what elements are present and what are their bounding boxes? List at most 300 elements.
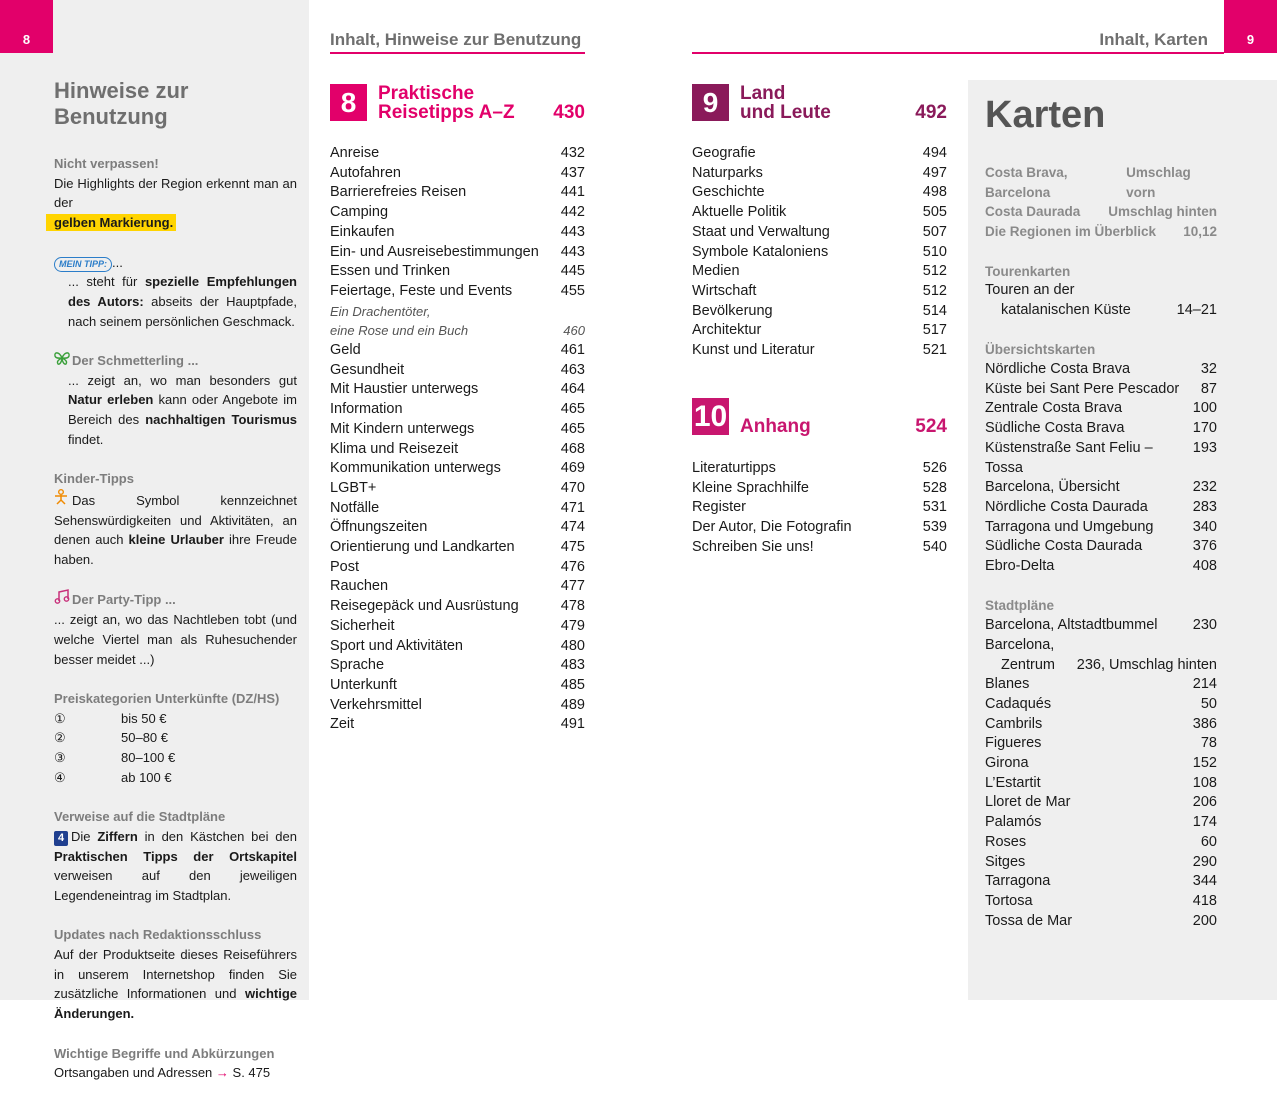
entry-label: Orientierung und Landkarten [330,539,515,556]
chapter-title [740,84,831,122]
entry-label: Naturparks [692,164,763,181]
section-mein-tipp [54,253,297,332]
entry-page: 283 [1192,498,1217,515]
entry-page: Umschlag vorn [1126,165,1191,200]
entry-label: Unterkunft [330,676,397,693]
entry-page: 521 [922,342,947,359]
chapter-8-header [330,84,515,122]
ellipsis: ... [112,254,123,270]
entry-page: 108 [1192,774,1217,791]
toc-entry [692,183,947,203]
entry-page: 443 [560,243,585,260]
entry-label: Klima und Reisezeit [330,440,459,457]
entry-label: Girona [985,755,1029,772]
entry-label: Kunst und Literatur [692,342,815,359]
toc-entry [330,518,585,538]
entry-label: Nördliche Costa Brava [985,361,1131,377]
entry-label: Mit Kindern unterwegs [330,420,475,437]
section-title: Der Party-Tipp ... [72,592,176,608]
entry-label: Literaturtipps [692,460,776,476]
toc-entry [985,734,1217,754]
toc-entry [985,360,1217,380]
section-begriffe [54,1044,297,1083]
text: Auf der Produktseite dieses Reiseführers in unserem Internetshop finden Sie zusätzliche Informationen und [54,947,297,1002]
entry-label: Einkaufen [330,223,395,240]
entry-label: Küste bei Sant Pere Pescador [985,380,1180,397]
toc-entry [692,302,947,322]
text: Die Highlights der Region erkennt man an der [54,175,297,211]
entry-page: 514 [922,302,947,319]
toc-entry [692,518,947,538]
entry-label: Geografie [692,145,756,161]
bold-text: wichtige Änderungen. [54,986,297,1022]
section-text [54,1063,297,1083]
item-label: Barcelona, [985,636,1055,653]
entry-page: 465 [560,401,585,418]
entry-page: Umschlag hinten [1108,204,1217,220]
entry-page: 87 [1200,380,1217,397]
maps-overview [985,163,1217,242]
chapter-title: Anhang [740,416,811,437]
entry-page: 463 [560,361,585,378]
entry-page: 60 [1200,833,1217,850]
entry-page: 100 [1192,400,1217,417]
toc-entry [985,813,1217,833]
item-page: 236, Umschlag hinten [1076,656,1217,673]
section-preise [54,689,297,788]
price-range: 50–80 € [121,730,168,746]
entry-label: Sitges [985,853,1026,870]
price-list [54,709,297,788]
entry-label: Cadaqués [985,695,1052,712]
entry-page: 465 [560,420,585,437]
entry-label: Zentrale Costa Brava [985,400,1123,417]
chapter-9-header [692,84,831,122]
entry-page: 474 [560,519,585,536]
section-title: Updates nach Redaktionsschluss [54,927,262,943]
section-title: Der Schmetterling ... [72,353,199,368]
text: ihre Freude haben. [54,532,297,568]
entry-page: 408 [1192,558,1217,575]
child-icon [54,489,72,511]
entry-label: Verkehrsmittel [330,696,422,713]
running-head-right: Inhalt, Karten [692,30,1224,54]
chapter-8-toc [330,144,585,735]
yellow-highlight: gelben Markierung. [46,214,176,231]
entry-page: 464 [560,381,585,398]
toc-entry [330,538,585,558]
entry-label: Mit Haustier unterwegs [330,381,479,398]
toc-entry [692,479,947,499]
section-schmetterling [54,351,297,450]
toc-entry [692,321,947,341]
entry-label: Zeit [330,716,355,733]
text: ... steht für [68,274,145,290]
section-nicht-verpassen [54,154,297,233]
entry-label: L’Estartit [985,774,1041,791]
entry-page: 455 [560,282,585,299]
price-range: ab 100 € [121,769,172,785]
section-updates [54,925,297,1024]
entry-page: 512 [922,282,947,299]
entry-page: 344 [1192,873,1217,890]
maps-overview-list [985,360,1217,577]
entry-page: 206 [1192,794,1217,811]
toc-entry [985,222,1217,242]
entry-label: Öffnungszeiten [330,519,428,536]
item-label: Zentrum [1001,656,1055,673]
entry-page: 477 [560,578,585,595]
item-label: katalanischen Küste [1001,301,1131,318]
entry-label: Feiertage, Feste und Events [330,282,513,299]
entry-page: 200 [1192,912,1217,929]
toc-entry [985,537,1217,557]
chapter-title-line: Land [740,83,786,104]
entry-label: Register [692,499,746,516]
entry-label: Geschichte [692,184,765,201]
toc-entry [985,202,1217,222]
entry-label: Tarragona und Umgebung [985,518,1154,535]
entry-page: 510 [922,243,947,260]
toc-entry [330,459,585,479]
toc-entry [330,380,585,400]
toc-entry [330,577,585,597]
entry-label: Medien [692,263,740,280]
item-label: Barcelona, Altstadtbummel [985,617,1158,634]
section-text [54,945,297,1024]
toc-entry [330,183,585,203]
page-number-left: 8 [0,0,53,53]
entry-page: 531 [922,499,947,516]
entry-page: 476 [560,558,585,575]
entry-page: 507 [922,223,947,240]
bold-text: nachhaltigen Tourismus [145,412,297,428]
section-party [54,589,297,669]
entry-page: 340 [1192,518,1217,535]
page-ref: S. 475 [232,1065,271,1081]
price-row [54,728,297,748]
running-head-left: Inhalt, Hinweise zur Benutzung [330,30,585,54]
entry-label: Geld [330,342,361,359]
entry-page: 232 [1192,479,1217,496]
entry-label: Sport und Aktivitäten [330,637,463,654]
toc-entry [330,400,585,420]
page-number-right: 9 [1224,0,1277,53]
chapter-number: 10 [693,400,728,433]
toc-entry [985,163,1217,202]
toc-entry [985,715,1217,735]
entry-label: Bevölkerung [692,302,773,319]
toc-entry [330,440,585,460]
section-text [54,827,297,906]
entry-label: Der Autor, Die Fotografin [692,519,852,536]
toc-entry [692,144,947,164]
entry-page: 50 [1200,695,1217,712]
entry-page: 517 [922,322,947,339]
toc-entry [330,637,585,657]
toc-entry [692,243,947,263]
price-range: bis 50 € [121,710,167,726]
entry-page: 418 [1192,892,1217,909]
toc-entry [985,557,1217,577]
maps-section-head: Übersichtskarten [985,342,1096,358]
entry-page: 494 [922,145,947,161]
text: Das Symbol kennzeichnet Sehenswürdigkeiten und Aktivitäten, an denen auch [54,492,297,548]
list-item [985,281,1217,301]
entry-label: eine Rose und ein Buch [330,323,469,339]
toc-entry [330,302,585,322]
toc-entry [330,597,585,617]
music-note-icon [54,589,72,610]
entry-label: Gesundheit [330,361,405,378]
entry-page: 478 [560,598,585,615]
toc-entry [330,223,585,243]
chapter-page: 430 [553,102,585,123]
entry-page: 460 [563,323,585,339]
entry-label: Lloret de Mar [985,794,1071,811]
usage-notes [54,78,297,1103]
section-text [54,272,297,331]
price-category: ② [54,730,66,746]
entry-page: 32 [1200,361,1217,377]
entry-page: 489 [560,696,585,713]
list-item [985,301,1217,321]
bold-text: kleine Urlauber [128,532,224,548]
section-title: Preiskategorien Unterkünfte (DZ/HS) [54,690,280,706]
entry-page: 480 [560,637,585,654]
usage-notes-title: Hinweise zur Benutzung [54,78,189,129]
entry-label: Sprache [330,657,385,674]
price-category: ① [54,710,66,726]
toc-entry [330,676,585,696]
entry-label: Anreise [330,145,380,161]
entry-label: Symbole Kataloniens [692,243,829,260]
map-number-box: 4 [54,831,68,846]
entry-label: Post [330,558,360,575]
entry-page: 376 [1192,538,1217,555]
list-item [985,636,1217,656]
price-category: ③ [54,750,66,766]
entry-label: Autofahren [330,164,401,181]
text: verweisen auf den jeweiligen Legendeneintrag im Stadtplan. [54,868,297,903]
entry-page: 479 [560,617,585,634]
entry-page: 512 [922,263,947,280]
price-category: ④ [54,769,66,785]
entry-label: Sicherheit [330,617,395,634]
item-label: Touren an der [985,282,1075,299]
entry-page: 540 [922,538,947,555]
toc-entry [985,892,1217,912]
section-verweise [54,807,297,906]
toc-entry [985,853,1217,873]
entry-label: Notfälle [330,499,380,516]
entry-label: Schreiben Sie uns! [692,538,814,555]
text: ... zeigt an, wo man besonders gut [68,372,297,388]
entry-page: 526 [922,460,947,476]
text: Die [71,828,98,844]
entry-label: Tarragona [985,873,1051,890]
entry-page: 470 [560,479,585,496]
entry-label: Staat und Verwaltung [692,223,830,240]
toc-entry [330,243,585,263]
toc-entry [692,538,947,558]
entry-label: Südliche Costa Daurada [985,538,1143,555]
entry-page: 469 [560,460,585,477]
toc-entry [330,696,585,716]
toc-entry [985,478,1217,498]
entry-page: 10,12 [1183,224,1217,240]
entry-label: Costa Brava, Barcelona [985,165,1068,200]
toc-entry [985,439,1217,478]
entry-page: 442 [560,204,585,221]
toc-entry [330,656,585,676]
section-title: Nicht verpassen! [54,156,159,171]
toc-entry [985,754,1217,774]
toc-entry [330,361,585,381]
chapter-10-header [692,398,811,436]
city-maps-list [985,675,1217,931]
toc-entry [985,695,1217,715]
chapter-page: 492 [915,102,947,123]
price-row [54,709,297,729]
price-row [54,768,297,788]
toc-entry [692,262,947,282]
bold-text: spezielle Empfehlungen des Autors: [68,274,297,309]
entry-label: Essen und Trinken [330,263,451,280]
toc-entry [330,617,585,637]
section-title: Wichtige Begriffe und Abkürzungen [54,1045,275,1061]
toc-entry [692,341,947,361]
toc-entry [985,518,1217,538]
entry-page: 193 [1192,439,1217,456]
toc-entry [330,715,585,735]
maps-section-head: Stadtpläne [985,598,1055,614]
toc-entry [330,282,585,302]
entry-label: Ein Drachentöter, [330,303,431,319]
entry-page: 485 [560,676,585,693]
entry-label: Rauchen [330,578,389,595]
text: findet. [68,431,104,447]
bold-text: Ziffern [97,828,138,844]
entry-label: Tossa de Mar [985,912,1073,929]
toc-entry [985,498,1217,518]
butterfly-icon [54,351,72,371]
section-title: Kinder-Tipps [54,471,134,487]
toc-entry [330,479,585,499]
chapter-number: 9 [692,84,729,121]
entry-label: Wirtschaft [692,282,757,299]
bold-text: Praktischen Tipps der Ortskapitel [54,848,297,864]
entry-label: Barrierefreies Reisen [330,184,467,201]
toc-entry [985,380,1217,400]
entry-page: 491 [560,716,585,733]
entry-page: 475 [560,539,585,556]
entry-label: Camping [330,204,389,221]
price-range: 80–100 € [121,750,176,766]
toc-entry [985,833,1217,853]
toc-entry [330,144,585,164]
text: abseits der Hauptpfade, nach seinem persönlichen Geschmack. [68,293,297,329]
entry-label: Information [330,401,403,418]
entry-page: 78 [1200,735,1217,752]
entry-page: 505 [922,204,947,221]
chapter-title [378,84,515,122]
chapter-title-line: und Leute [740,102,831,123]
entry-label: Blanes [985,676,1030,693]
toc-entry [692,164,947,184]
entry-label: Ebro-Delta [985,558,1055,575]
toc-entry [985,912,1217,932]
mein-tipp-badge: MEIN TIPP: [54,257,112,272]
toc-entry [330,341,585,361]
chapter-title-line: Reisetipps A–Z [378,102,515,123]
entry-label: Nördliche Costa Daurada [985,498,1148,515]
toc-entry [692,282,947,302]
toc-entry [330,164,585,184]
entry-label: Costa Daurada [985,204,1081,220]
toc-entry [330,262,585,282]
entry-label: Roses [985,833,1027,850]
text: in den Kästchen bei den [137,828,297,844]
entry-page: 445 [560,263,585,280]
entry-label: Architektur [692,322,762,339]
section-text [54,489,297,570]
entry-page: 437 [560,164,585,181]
entry-page: 498 [922,184,947,201]
entry-page: 443 [560,223,585,240]
toc-entry [330,558,585,578]
entry-label: LGBT+ [330,479,377,496]
section-text: ... zeigt an, wo das Nachtleben tobt (und welche Viertel man als Ruhesuchender besser meidet ...) [54,612,297,667]
item-page: 230 [1192,617,1217,634]
entry-page: 468 [560,440,585,457]
entry-page: 483 [560,657,585,674]
entry-page: 528 [922,479,947,496]
entry-label: Kleine Sprachhilfe [692,479,809,496]
entry-label: Tortosa [985,892,1033,909]
toc-entry [692,459,947,479]
toc-entry [985,774,1217,794]
bold-text: Natur erleben [68,392,154,408]
text: kann oder Angebote im Bereich des [68,392,297,428]
section-text [54,174,297,233]
maps-section-head: Tourenkarten [985,263,1071,279]
entry-label: Kommunikation unterwegs [330,460,501,477]
section-kinder [54,469,297,570]
entry-page: 441 [560,184,585,201]
entry-page: 471 [560,499,585,516]
entry-label: Küstenstraße Sant Feliu – Tossa [985,439,1153,476]
item-page: 14–21 [1176,301,1217,318]
maps-list [985,163,1217,931]
entry-page: 214 [1192,676,1217,693]
entry-page: 432 [560,145,585,161]
chapter-9-toc [692,144,947,361]
entry-page: 539 [922,519,947,536]
list-item [985,656,1217,676]
maps-title: Karten [985,94,1106,136]
entry-label: Ein- und Ausreisebestimmungen [330,243,539,260]
entry-label: Die Regionen im Überblick [985,224,1157,240]
entry-label: Aktuelle Politik [692,204,787,221]
entry-label: Barcelona, Übersicht [985,479,1120,496]
entry-page: 497 [922,164,947,181]
toc-entry [985,872,1217,892]
toc-entry [985,675,1217,695]
price-row [54,748,297,768]
entry-label: Südliche Costa Brava [985,420,1125,437]
text: Ortsangaben und Adressen [54,1065,213,1081]
